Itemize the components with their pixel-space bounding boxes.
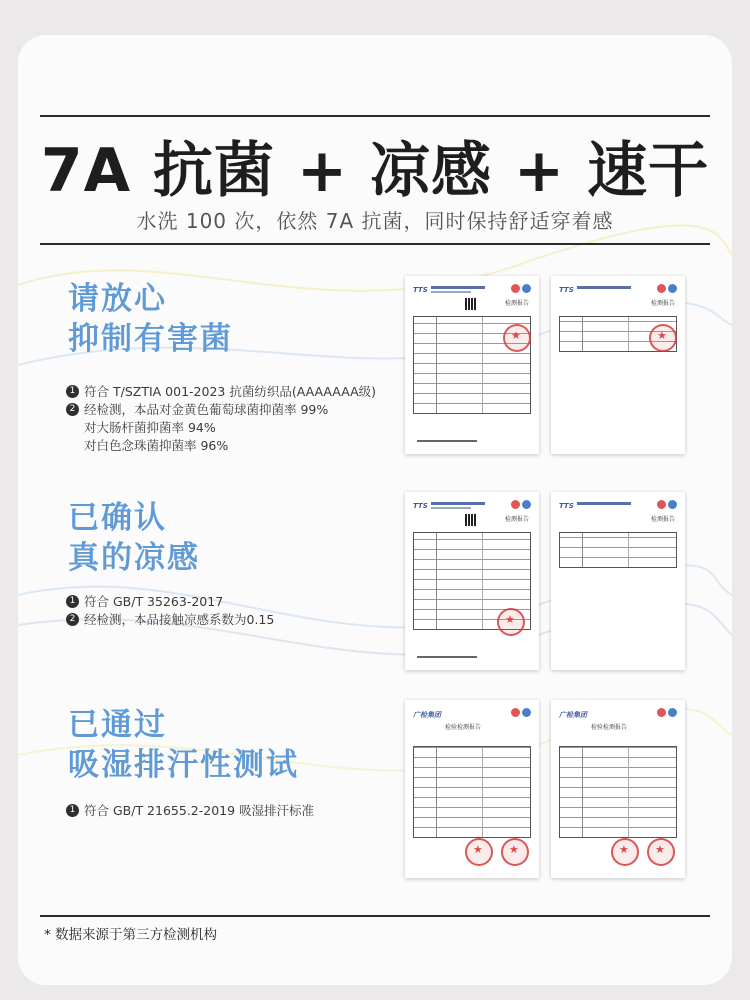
bullet-text: 符合 GB/T 21655.2-2019 吸湿排汗标准: [84, 803, 315, 818]
test-report-page: [551, 276, 685, 454]
section-moisture-bullets: [66, 802, 314, 820]
section-cooling-bullets: [66, 593, 274, 629]
report-header: [431, 502, 485, 505]
cert-badges: [511, 708, 531, 717]
red-seal-stamp: [503, 324, 531, 352]
bullet-text: 经检测，本品对金黄色葡萄球菌抑菌率 99%: [84, 402, 329, 417]
bullet-item: [66, 802, 314, 820]
section-title-line: 吸湿排汗性测试: [68, 747, 299, 783]
page-title: 7A 抗菌 + 凉感 + 速干: [40, 136, 710, 206]
cert-badges: [511, 284, 531, 293]
cert-badges: [657, 284, 677, 293]
report-header: [431, 291, 471, 293]
bullet-text: 符合 GB/T 35263-2017: [84, 594, 224, 609]
test-report-page: [405, 700, 539, 878]
bullet-item: [66, 611, 274, 629]
report-table: [559, 532, 677, 568]
bullet-item: [66, 593, 274, 611]
report-title: 检验检测报告: [591, 724, 628, 731]
bullet-number: 2: [66, 613, 79, 626]
lab-logo: TTS: [413, 502, 428, 510]
report-title: 检验检测报告: [445, 724, 482, 731]
lab-logo: 广检集团: [559, 711, 587, 719]
cert-badges: [511, 500, 531, 509]
bullet-number: 1: [66, 595, 79, 608]
section-title-line: 已通过: [68, 707, 167, 743]
cert-badges: [657, 708, 677, 717]
lab-logo: TTS: [413, 286, 428, 294]
section-title-line: 已确认: [68, 500, 167, 536]
report-header: [431, 286, 485, 289]
section-antibacterial-title: [68, 279, 233, 359]
top-rule: [40, 115, 710, 117]
content-card: [18, 35, 732, 985]
signature-line: [417, 440, 477, 442]
red-seal-stamp: [465, 838, 493, 866]
report-title: 检测报告: [504, 300, 529, 307]
report-title: 检测报告: [650, 300, 675, 307]
report-title: 检测报告: [504, 516, 529, 523]
lab-logo: TTS: [559, 502, 574, 510]
red-seal-stamp: [497, 608, 525, 636]
section-antibacterial-bullets: [66, 383, 376, 455]
qr-code-icon: [465, 514, 477, 526]
header-bottom-rule: [40, 243, 710, 245]
section-cooling-title: [68, 498, 200, 578]
lab-logo: TTS: [559, 286, 574, 294]
bullet-text: 对大肠杆菌抑菌率 94%: [84, 420, 216, 435]
bullet-number: 2: [66, 403, 79, 416]
report-table: [413, 746, 531, 838]
red-seal-stamp: [649, 324, 677, 352]
footer-rule: [40, 915, 710, 917]
signature-line: [417, 656, 477, 658]
bullet-number: 1: [66, 385, 79, 398]
report-title: 检测报告: [650, 516, 675, 523]
test-report-page: [551, 700, 685, 878]
red-seal-stamp: [611, 838, 639, 866]
footnote: * 数据来源于第三方检测机构: [44, 927, 218, 943]
red-seal-stamp: [501, 838, 529, 866]
lab-logo: 广检集团: [413, 711, 441, 719]
test-report-page: [551, 492, 685, 670]
bullet-item: [66, 383, 376, 401]
bullet-text: 经检测，本品接触凉感系数为0.15: [84, 612, 275, 627]
report-table: [559, 746, 677, 838]
report-header: [577, 286, 631, 289]
section-title-line: 真的凉感: [68, 540, 200, 576]
bullet-number: 1: [66, 804, 79, 817]
bullet-text: 对白色念珠菌抑菌率 96%: [84, 438, 229, 453]
test-report-page: [405, 492, 539, 670]
section-title-line: 抑制有害菌: [68, 321, 233, 357]
bullet-text: 符合 T/SZTIA 001-2023 抗菌纺织品(AAAAAAA级): [84, 384, 377, 399]
red-seal-stamp: [647, 838, 675, 866]
page-subtitle: 水洗 100 次，依然 7A 抗菌，同时保持舒适穿着感: [136, 209, 614, 233]
qr-code-icon: [465, 298, 477, 310]
cert-badges: [657, 500, 677, 509]
report-header: [577, 502, 631, 505]
report-header: [431, 507, 471, 509]
section-moisture-title: [68, 705, 299, 785]
bullet-item: [66, 401, 376, 419]
section-title-line: 请放心: [68, 281, 167, 317]
test-report-page: [405, 276, 539, 454]
